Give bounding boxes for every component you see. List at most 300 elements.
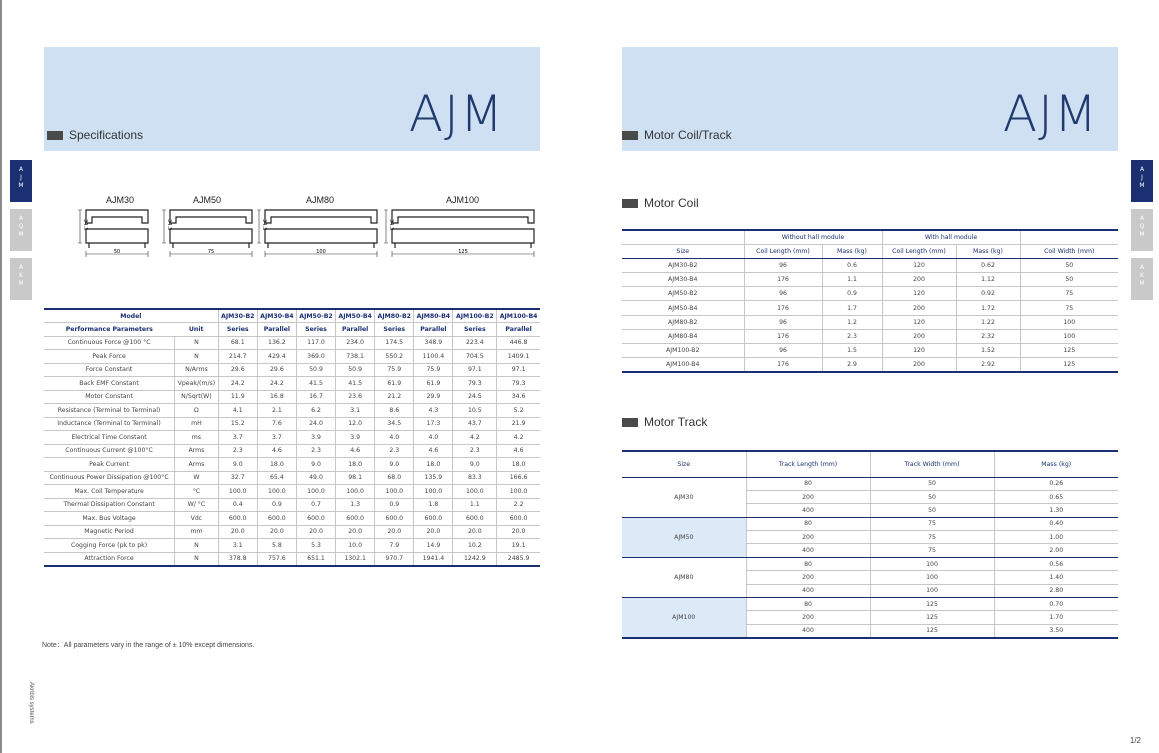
coil-header: Size: [622, 244, 744, 258]
param-value: 2.3: [453, 444, 497, 458]
param-value: 600.0: [453, 512, 497, 526]
param-value: 117.0: [296, 336, 335, 350]
param-value: 100.0: [453, 485, 497, 499]
side-tab-aqm[interactable]: A Q M: [1131, 209, 1153, 251]
param-value: 10.5: [453, 404, 497, 418]
coil-value: 125: [1020, 344, 1118, 358]
specifications-table: [44, 308, 540, 567]
track-value: 1.00: [994, 531, 1118, 544]
param-value: 61.9: [414, 377, 453, 391]
coil-value: 1.22: [956, 315, 1020, 329]
track-value: 75: [870, 544, 994, 557]
diagram-ajm30: [76, 207, 152, 263]
param-value: 100.0: [257, 485, 296, 499]
unit-header: Unit: [175, 323, 219, 337]
param-value: 2.3: [218, 444, 257, 458]
param-value: 15.2: [218, 417, 257, 431]
param-value: 21.9: [497, 417, 540, 431]
page-edge: [0, 0, 2, 753]
track-value: 1.30: [994, 504, 1118, 517]
model-col-ajm50-b4: AJM50-B4: [336, 309, 375, 323]
table-row: [622, 358, 1118, 372]
param-value: 7.6: [257, 417, 296, 431]
track-value: 0.56: [994, 557, 1118, 570]
coil-value: 120: [882, 344, 956, 358]
param-unit: Ω: [175, 404, 219, 418]
config-col: Series: [218, 323, 257, 337]
track-value: 3.50: [994, 624, 1118, 637]
param-name: Max. Coil Temperature: [44, 485, 175, 499]
track-value: 200: [746, 611, 870, 624]
track-value: 100: [870, 557, 994, 570]
table-row: [622, 315, 1118, 329]
param-value: 18.0: [414, 458, 453, 472]
param-value: 97.1: [453, 363, 497, 377]
track-value: 125: [870, 598, 994, 611]
param-name: Attraction Force: [44, 552, 175, 566]
side-tab-aqm[interactable]: A Q M: [10, 209, 32, 251]
table-row: [622, 598, 1118, 611]
param-unit: ms: [175, 431, 219, 445]
side-tab-akm[interactable]: A K M: [1131, 258, 1153, 300]
param-value: 14.9: [414, 539, 453, 553]
param-value: 2.2: [497, 498, 540, 512]
track-value: 400: [746, 544, 870, 557]
param-value: 600.0: [257, 512, 296, 526]
coil-size: AJM80-B2: [622, 315, 744, 329]
param-value: 446.8: [497, 336, 540, 350]
model-col-ajm30-b4: AJM30-B4: [257, 309, 296, 323]
param-value: 10.0: [336, 539, 375, 553]
param-value: 651.1: [296, 552, 335, 566]
track-value: 80: [746, 598, 870, 611]
param-value: 17.3: [414, 417, 453, 431]
coil-value: 176: [744, 329, 822, 343]
track-value: 125: [870, 624, 994, 637]
table-row: [44, 390, 540, 404]
table-row: [622, 517, 1118, 530]
param-value: 174.5: [375, 336, 414, 350]
param-value: 75.9: [375, 363, 414, 377]
param-value: 24.0: [296, 417, 335, 431]
coil-value: 200: [882, 301, 956, 315]
param-unit: Arms: [175, 458, 219, 472]
param-value: 4.3: [414, 404, 453, 418]
param-value: 79.3: [453, 377, 497, 391]
track-value: 0.65: [994, 490, 1118, 503]
track-size: AJM50: [622, 517, 746, 557]
track-value: 0.70: [994, 598, 1118, 611]
coil-value: 120: [882, 287, 956, 301]
param-value: 100.0: [296, 485, 335, 499]
table-row: [622, 273, 1118, 287]
track-value: 400: [746, 584, 870, 597]
table-row: [622, 287, 1118, 301]
coil-header: Coil Length (mm): [744, 244, 822, 258]
coil-value: 200: [882, 358, 956, 372]
param-value: 369.0: [296, 350, 335, 364]
coil-value: 50: [1020, 258, 1118, 272]
table-row: [44, 458, 540, 472]
param-value: 29.6: [218, 363, 257, 377]
param-unit: N: [175, 552, 219, 566]
param-value: 24.2: [257, 377, 296, 391]
param-name: Continuous Power Dissipation @100°C: [44, 471, 175, 485]
param-value: 1.3: [336, 498, 375, 512]
side-tab-ajm[interactable]: A J M: [10, 160, 32, 202]
coil-size: AJM100-B2: [622, 344, 744, 358]
coil-value: 75: [1020, 301, 1118, 315]
param-unit: °C: [175, 485, 219, 499]
param-value: 32.7: [218, 471, 257, 485]
param-value: 3.7: [218, 431, 257, 445]
param-value: 3.1: [336, 404, 375, 418]
param-value: 29.6: [257, 363, 296, 377]
track-value: 75: [870, 531, 994, 544]
table-row: [44, 525, 540, 539]
side-tab-akm[interactable]: A K M: [10, 258, 32, 300]
section-marker-icon: [622, 131, 638, 140]
table-row: [44, 471, 540, 485]
coil-value: 2.3: [822, 329, 882, 343]
height-dimension: 34.3: [82, 219, 88, 231]
coil-header: Coil Width (mm): [1020, 244, 1118, 258]
param-value: 20.0: [375, 525, 414, 539]
param-value: 34.5: [375, 417, 414, 431]
param-value: 704.5: [453, 350, 497, 364]
param-value: 1302.1: [336, 552, 375, 566]
param-value: 100.0: [414, 485, 453, 499]
param-value: 970.7: [375, 552, 414, 566]
coil-value: 0.6: [822, 258, 882, 272]
left-subtitle-text: Specifications: [69, 128, 144, 142]
param-value: 20.0: [497, 525, 540, 539]
param-value: 4.2: [453, 431, 497, 445]
table-row: [44, 512, 540, 526]
motor-track-title: [622, 415, 707, 429]
coil-value: 125: [1020, 358, 1118, 372]
diagram-label-ajm80: AJM80: [306, 195, 335, 205]
motor-coil-title: [622, 196, 699, 210]
param-value: 4.6: [257, 444, 296, 458]
param-value: 4.6: [497, 444, 540, 458]
param-name: Thermal Dissipation Constant: [44, 498, 175, 512]
param-value: 49.0: [296, 471, 335, 485]
coil-value: 100: [1020, 315, 1118, 329]
coil-value: 96: [744, 258, 822, 272]
diagram-outline: [265, 210, 377, 248]
param-value: 234.0: [336, 336, 375, 350]
table-row: [622, 301, 1118, 315]
param-value: 7.9: [375, 539, 414, 553]
track-value: 50: [870, 490, 994, 503]
param-value: 20.0: [336, 525, 375, 539]
coil-value: 2.9: [822, 358, 882, 372]
table-row: [622, 329, 1118, 343]
coil-header: Coil Length (mm): [882, 244, 956, 258]
param-value: 19.1: [497, 539, 540, 553]
param-value: 20.0: [453, 525, 497, 539]
coil-value: 120: [882, 258, 956, 272]
param-name: Continuous Current @100°C: [44, 444, 175, 458]
diagram-label-ajm100: AJM100: [446, 195, 480, 205]
coil-value: 100: [1020, 329, 1118, 343]
track-value: 0.26: [994, 477, 1118, 490]
diagram-ajm50: [160, 207, 256, 263]
param-value: 600.0: [336, 512, 375, 526]
track-header: Track Width (mm): [870, 451, 994, 477]
track-value: 75: [870, 517, 994, 530]
track-value: 200: [746, 531, 870, 544]
right-banner: [622, 47, 1118, 151]
table-row: [622, 477, 1118, 490]
table-row: [622, 557, 1118, 570]
param-unit: W: [175, 471, 219, 485]
page-number: 1/2: [1129, 736, 1141, 745]
track-value: 80: [746, 517, 870, 530]
perf-param-header: Performance Parameters: [44, 323, 175, 337]
model-col-ajm80-b2: AJM80-B2: [375, 309, 414, 323]
param-value: 1.1: [453, 498, 497, 512]
diagram-outline: [86, 210, 148, 248]
model-col-ajm100-b2: AJM100-B2: [453, 309, 497, 323]
coil-value: 1.7: [822, 301, 882, 315]
track-value: 2.00: [994, 544, 1118, 557]
height-dimension: 34.3: [388, 219, 394, 231]
model-col-ajm80-b4: AJM80-B4: [414, 309, 453, 323]
param-value: 16.8: [257, 390, 296, 404]
config-col: Parallel: [336, 323, 375, 337]
param-name: Resistance (Terminal to Terminal): [44, 404, 175, 418]
param-value: 5.2: [497, 404, 540, 418]
model-col-ajm50-b2: AJM50-B2: [296, 309, 335, 323]
param-value: 6.2: [296, 404, 335, 418]
param-name: Magnetic Period: [44, 525, 175, 539]
param-value: 378.8: [218, 552, 257, 566]
param-name: Force Constant: [44, 363, 175, 377]
track-header: Mass (kg): [994, 451, 1118, 477]
diagram-ajm100: [382, 207, 538, 263]
param-unit: N: [175, 539, 219, 553]
coil-size: AJM80-B4: [622, 329, 744, 343]
track-value: 0.40: [994, 517, 1118, 530]
left-subtitle: [47, 128, 143, 142]
track-size: AJM80: [622, 557, 746, 597]
param-value: 600.0: [375, 512, 414, 526]
param-value: 50.9: [296, 363, 335, 377]
table-row: [44, 539, 540, 553]
param-value: 10.2: [453, 539, 497, 553]
param-value: 100.0: [375, 485, 414, 499]
param-value: 3.9: [296, 431, 335, 445]
param-value: 3.9: [336, 431, 375, 445]
param-unit: N/Arms: [175, 363, 219, 377]
model-col-ajm30-b2: AJM30-B2: [218, 309, 257, 323]
param-name: Electrical Time Constant: [44, 431, 175, 445]
config-col: Parallel: [257, 323, 296, 337]
param-value: 75.9: [414, 363, 453, 377]
track-value: 50: [870, 504, 994, 517]
table-row: [44, 485, 540, 499]
coil-value: 1.1: [822, 273, 882, 287]
param-value: 2.3: [296, 444, 335, 458]
brand-title: AJM: [408, 85, 504, 143]
param-value: 100.0: [336, 485, 375, 499]
coil-value: 1.5: [822, 344, 882, 358]
param-name: Cogging Force (pk to pk): [44, 539, 175, 553]
height-dimension: 34.3: [261, 219, 267, 231]
param-value: 0.9: [257, 498, 296, 512]
param-value: 166.6: [497, 471, 540, 485]
param-value: 20.0: [414, 525, 453, 539]
table-row: [44, 498, 540, 512]
track-value: 200: [746, 490, 870, 503]
table-row: [622, 258, 1118, 272]
coil-header: Mass (kg): [822, 244, 882, 258]
side-tab-ajm[interactable]: A J M: [1131, 160, 1153, 202]
coil-value: 1.72: [956, 301, 1020, 315]
param-value: 20.0: [296, 525, 335, 539]
param-value: 1.8: [414, 498, 453, 512]
param-value: 429.4: [257, 350, 296, 364]
coil-value: 176: [744, 273, 822, 287]
width-dimension: 50: [113, 249, 121, 255]
param-name: Peak Force: [44, 350, 175, 364]
track-value: 1.40: [994, 571, 1118, 584]
diagram-label-ajm30: AJM30: [106, 195, 135, 205]
param-value: 18.0: [336, 458, 375, 472]
param-name: Motor Constant: [44, 390, 175, 404]
param-value: 1409.1: [497, 350, 540, 364]
coil-value: 0.92: [956, 287, 1020, 301]
model-col-ajm100-b4: AJM100-B4: [497, 309, 540, 323]
coil-value: 2.32: [956, 329, 1020, 343]
motor-track-table: [622, 450, 1118, 639]
note-text: Note：All parameters vary in the range of ± 10% except dimensions.: [42, 642, 255, 649]
coil-value: 200: [882, 273, 956, 287]
param-value: 24.5: [453, 390, 497, 404]
param-value: 3.1: [218, 539, 257, 553]
coil-value: 2.92: [956, 358, 1020, 372]
diagram-outline: [170, 210, 252, 248]
coil-blank-header-2: [1020, 230, 1118, 244]
param-value: 23.6: [336, 390, 375, 404]
table-row: [44, 350, 540, 364]
param-value: 97.1: [497, 363, 540, 377]
param-value: 20.0: [218, 525, 257, 539]
coil-value: 96: [744, 287, 822, 301]
config-col: Series: [453, 323, 497, 337]
param-value: 0.7: [296, 498, 335, 512]
param-value: 1941.4: [414, 552, 453, 566]
coil-value: 176: [744, 358, 822, 372]
param-value: 223.4: [453, 336, 497, 350]
param-value: 18.0: [497, 458, 540, 472]
section-marker-icon: [622, 199, 638, 208]
param-value: 4.0: [414, 431, 453, 445]
table-row: [44, 444, 540, 458]
param-value: 43.7: [453, 417, 497, 431]
track-value: 100: [870, 584, 994, 597]
param-value: 600.0: [218, 512, 257, 526]
param-value: 21.2: [375, 390, 414, 404]
coil-value: 1.2: [822, 315, 882, 329]
model-header: Model: [44, 309, 218, 323]
param-value: 4.1: [218, 404, 257, 418]
param-value: 600.0: [296, 512, 335, 526]
config-col: Series: [375, 323, 414, 337]
param-name: Inductance (Terminal to Terminal): [44, 417, 175, 431]
table-row: [44, 417, 540, 431]
coil-value: 1.52: [956, 344, 1020, 358]
param-value: 2485.9: [497, 552, 540, 566]
param-value: 0.9: [375, 498, 414, 512]
param-value: 600.0: [497, 512, 540, 526]
param-value: 5.3: [296, 539, 335, 553]
coil-value: 75: [1020, 287, 1118, 301]
track-value: 200: [746, 571, 870, 584]
width-dimension: 100: [316, 249, 326, 255]
param-value: 41.5: [296, 377, 335, 391]
param-value: 8.6: [375, 404, 414, 418]
param-value: 20.0: [257, 525, 296, 539]
track-value: 2.80: [994, 584, 1118, 597]
param-unit: Arms: [175, 444, 219, 458]
param-unit: mH: [175, 417, 219, 431]
diagram-label-ajm50: AJM50: [193, 195, 222, 205]
param-value: 9.0: [453, 458, 497, 472]
table-row: [44, 377, 540, 391]
param-value: 4.2: [497, 431, 540, 445]
param-value: 83.3: [453, 471, 497, 485]
param-value: 214.7: [218, 350, 257, 364]
param-value: 61.9: [375, 377, 414, 391]
param-unit: N: [175, 350, 219, 364]
param-value: 98.1: [336, 471, 375, 485]
param-value: 100.0: [218, 485, 257, 499]
section-marker-icon: [47, 131, 63, 140]
param-value: 68.1: [218, 336, 257, 350]
param-unit: N/Sqrt(W): [175, 390, 219, 404]
param-unit: mm: [175, 525, 219, 539]
param-unit: Vpeak/(m/s): [175, 377, 219, 391]
param-value: 50.9: [336, 363, 375, 377]
coil-size: AJM50-B4: [622, 301, 744, 315]
coil-value: 176: [744, 301, 822, 315]
footer-brand: Akribis systems: [28, 682, 34, 724]
param-value: 9.0: [296, 458, 335, 472]
table-row: [44, 336, 540, 350]
param-value: 135.9: [414, 471, 453, 485]
config-col: Parallel: [497, 323, 540, 337]
param-name: Continuous Force @100 °C: [44, 336, 175, 350]
param-name: Peak Current: [44, 458, 175, 472]
param-value: 348.9: [414, 336, 453, 350]
param-value: 738.1: [336, 350, 375, 364]
param-value: 4.0: [375, 431, 414, 445]
param-value: 65.4: [257, 471, 296, 485]
param-value: 5.8: [257, 539, 296, 553]
param-unit: N: [175, 336, 219, 350]
table-row: [622, 344, 1118, 358]
coil-value: 96: [744, 344, 822, 358]
table-row: [44, 404, 540, 418]
config-col: Series: [296, 323, 335, 337]
param-value: 79.3: [497, 377, 540, 391]
track-value: 400: [746, 504, 870, 517]
left-banner: [44, 47, 540, 151]
diagram-outline: [392, 210, 534, 248]
